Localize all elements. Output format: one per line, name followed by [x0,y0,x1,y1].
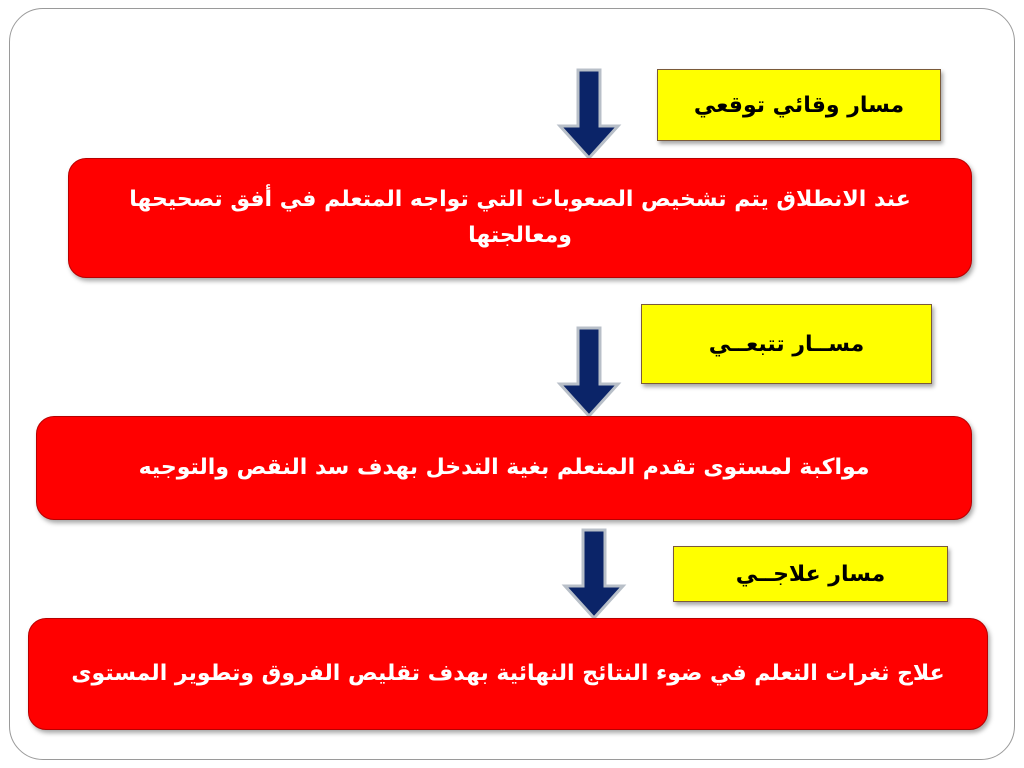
step-3-box: علاج ثغرات التعلم في ضوء النتائج النهائية بهدف تقليص الفروق وتطوير المستوى [28,618,988,730]
step-1-label: مسار وقائي توقعي [657,69,941,141]
step-3-label: مسار علاجــي [673,546,948,602]
down-arrow-icon [556,68,622,160]
step-2-label: مســار تتبعــي [641,304,932,384]
step-1-box: عند الانطلاق يتم تشخيص الصعوبات التي تواجه المتعلم في أفق تصحيحها ومعالجتها [68,158,972,278]
down-arrow-icon [561,528,627,620]
down-arrow-icon [556,326,622,418]
step-2-box: مواكبة لمستوى تقدم المتعلم بغية التدخل بهدف سد النقص والتوجيه [36,416,972,520]
